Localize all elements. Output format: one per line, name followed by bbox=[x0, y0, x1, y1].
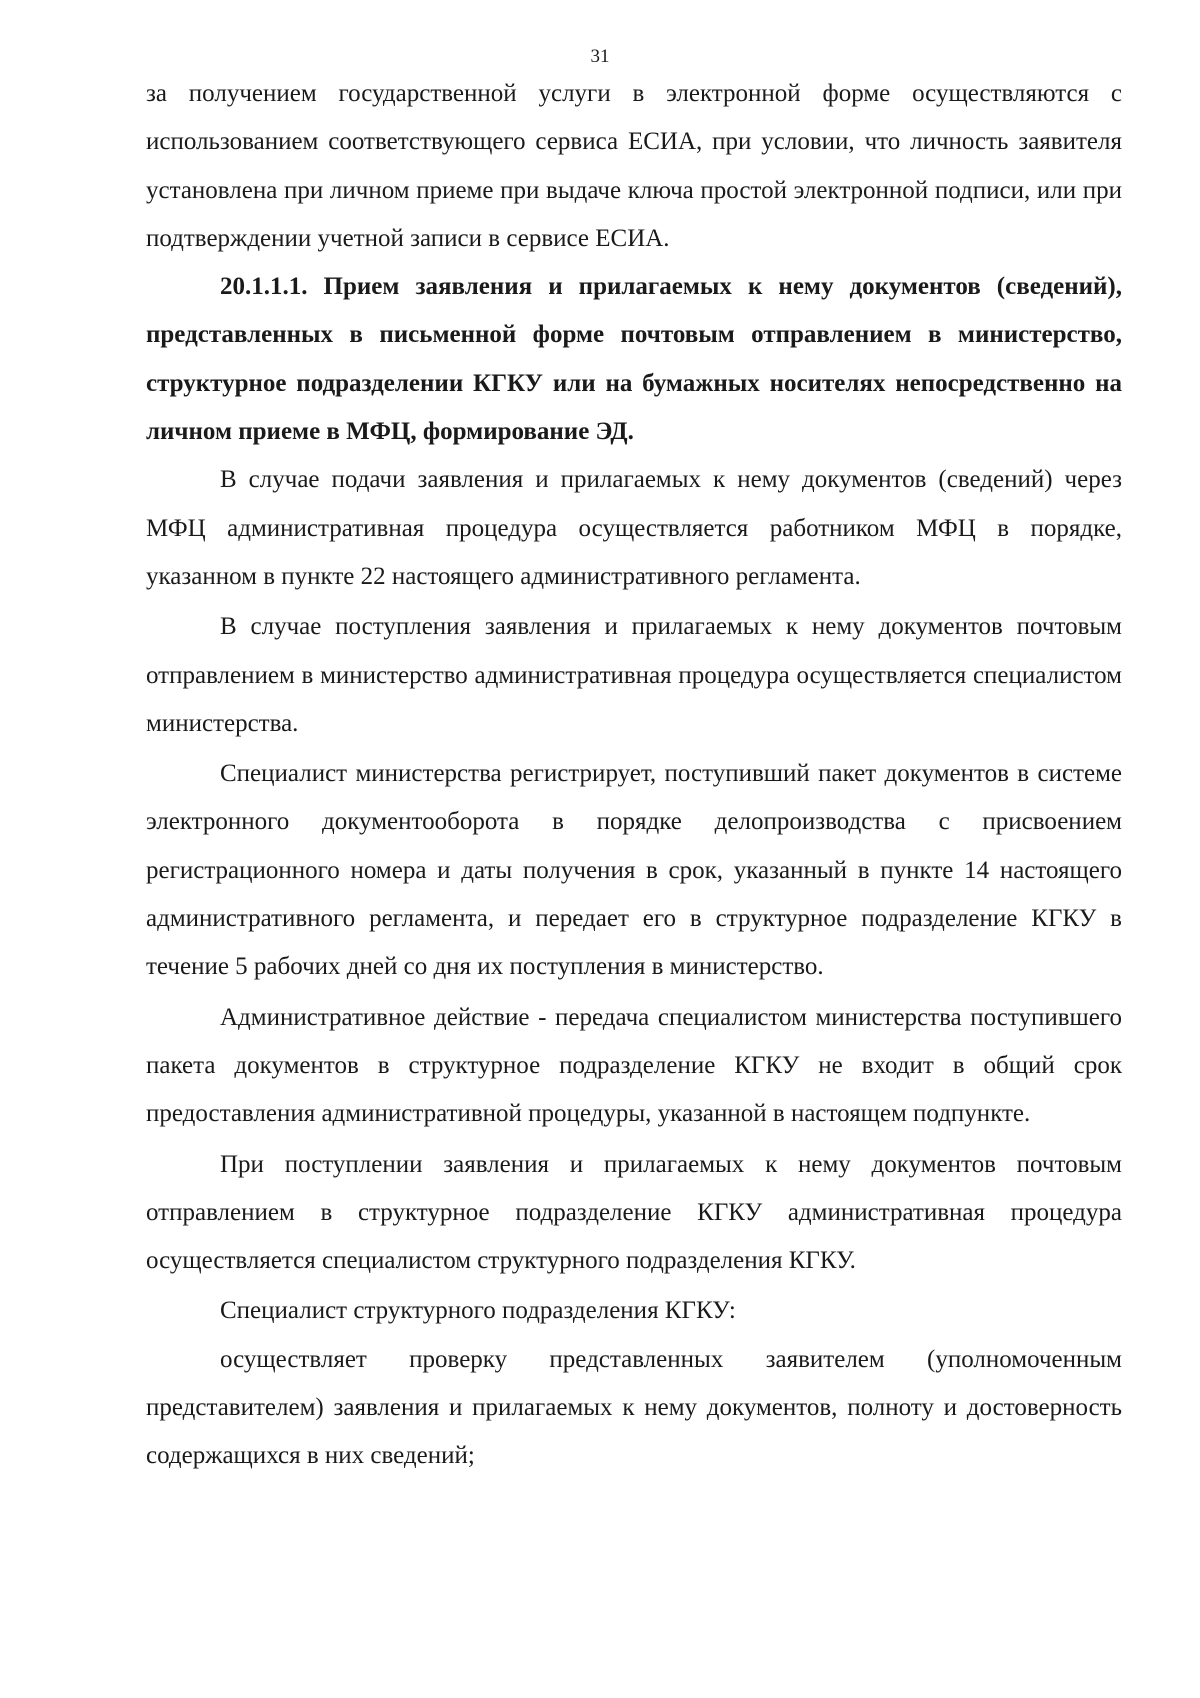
paragraph: осуществляет проверку представленных заявителем (уполномоченным представителем) заявления и прилагаемых к нему документов, полноту и достоверность содержащихся в них сведений; bbox=[146, 1345, 1122, 1470]
paragraph: Административное действие - передача специалистом министерства поступившего пакета документов в структурное подразделение КГКУ не входит в общий срок предоставления административной процедуры, указанной в настоящем подпункте. bbox=[146, 1003, 1122, 1128]
paragraph: Специалист структурного подразделения КГКУ: bbox=[220, 1297, 736, 1325]
paragraph: В случае подачи заявления и прилагаемых к нему документов (сведений) через МФЦ административная процедура осуществляется работником МФЦ в порядке, указанном в пункте 22 настоящего административного регламента. bbox=[146, 466, 1122, 590]
paragraph: При поступлении заявления и прилагаемых к нему документов почтовым отправлением в структурное подразделение КГКУ административная процедура осуществляется специалистом структурного подразделения КГКУ. bbox=[146, 1150, 1122, 1275]
document-body bbox=[146, 70, 1122, 1481]
page-number: 31 bbox=[590, 46, 610, 67]
section-heading-20-1-1-1: 20.1.1.1. Прием заявления и прилагаемых к нему документов (сведений), представленных в письменной форме почтовым отправлением в министерство, структурное подразделении КГКУ или на бумажных носителях непосредственно на личном приеме в МФЦ, формирование ЭД. bbox=[146, 273, 1122, 446]
paragraph-continuation: за получением государственной услуги в электронной форме осуществляются с использованием соответствующего сервиса ЕСИА, при условии, что личность заявителя установлена при личном приеме при выдаче ключа простой электронной подписи, или при подтверждении учетной записи в сервисе ЕСИА. bbox=[146, 80, 1122, 252]
paragraph: В случае поступления заявления и прилагаемых к нему документов почтовым отправлением в министерство административная процедура осуществляется специалистом министерства. bbox=[146, 613, 1122, 737]
paragraph: Специалист министерства регистрирует, поступивший пакет документов в системе электронного документооборота в порядке делопроизводства с присвоением регистрационного номера и даты получения в срок, указанный в пункте 14 настоящего административного регламента, и передает его в структурное подразделение КГКУ в течение 5 рабочих дней со дня их поступления в министерство. bbox=[146, 760, 1122, 981]
